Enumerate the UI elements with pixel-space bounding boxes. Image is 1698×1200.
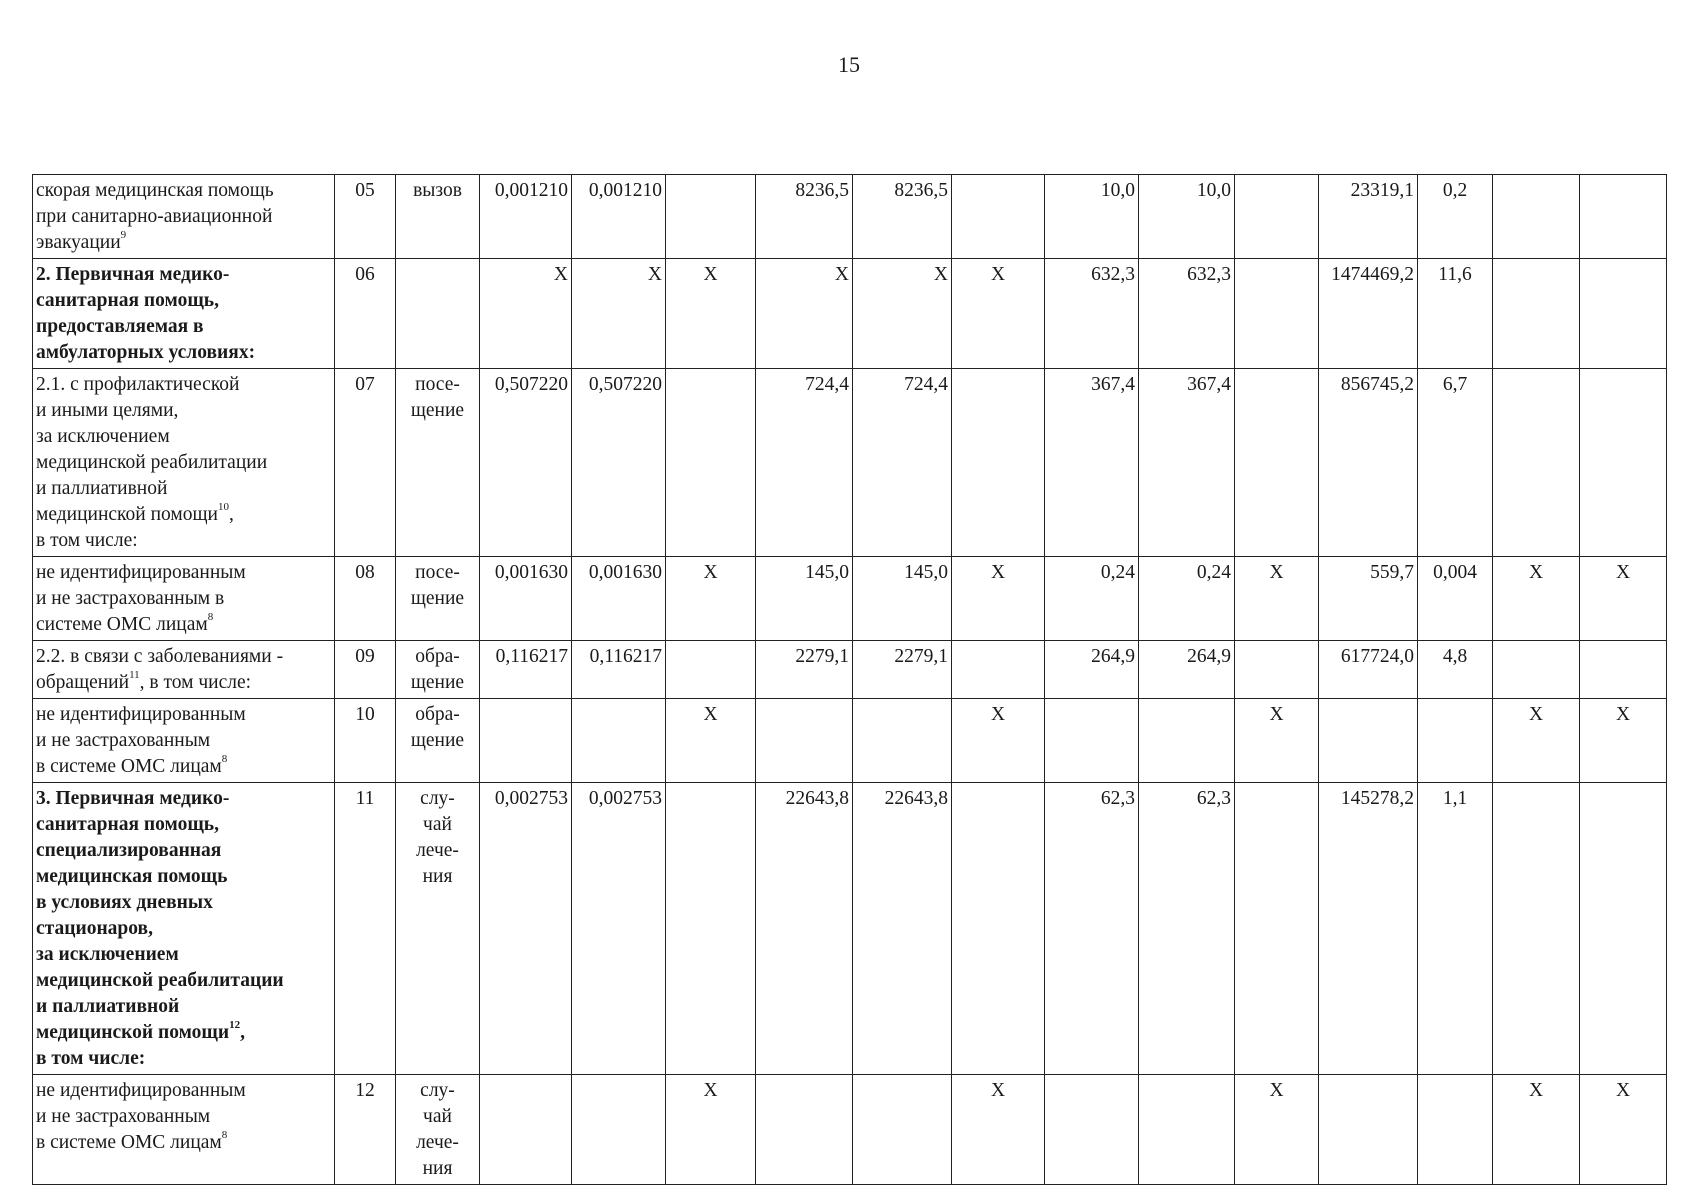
table-row xyxy=(33,1075,1667,1185)
value-cell: 11,6 xyxy=(1418,259,1493,369)
row-unit-line: ния xyxy=(422,866,453,887)
row-name-cell xyxy=(33,369,335,557)
row-unit-line: щение xyxy=(410,400,465,421)
row-name-line xyxy=(36,230,331,256)
row-name-text: в системе ОМС лицам xyxy=(36,1132,222,1153)
row-name-text: в системе ОМС лицам xyxy=(36,756,222,777)
value-cell xyxy=(1580,259,1667,369)
value-cell: 22643,8 xyxy=(756,783,853,1075)
value-cell: 856745,2 xyxy=(1319,369,1418,557)
row-name-line: и паллиативной xyxy=(36,478,168,499)
row-code-cell: 10 xyxy=(335,699,396,783)
row-name-line: и не застрахованным в xyxy=(36,588,225,609)
row-unit-line: щение xyxy=(410,672,465,693)
value-cell: X xyxy=(480,259,572,369)
row-name-line: за исключением xyxy=(36,426,170,447)
value-cell: 367,4 xyxy=(1139,369,1235,557)
row-name-line: стационаров, xyxy=(36,918,153,939)
value-cell: 0,116217 xyxy=(572,641,666,699)
row-unit-line: чай xyxy=(423,814,452,835)
value-cell: 367,4 xyxy=(1045,369,1139,557)
value-cell: X xyxy=(952,699,1045,783)
value-cell: X xyxy=(666,259,756,369)
row-name-line: не идентифицированным xyxy=(36,704,246,725)
row-name-line: 2. Первичная медико- xyxy=(36,264,230,285)
value-cell xyxy=(666,175,756,259)
value-cell xyxy=(1493,783,1580,1075)
value-cell xyxy=(666,369,756,557)
value-cell xyxy=(1235,641,1319,699)
row-unit-line: щение xyxy=(410,730,465,751)
value-cell xyxy=(1235,259,1319,369)
row-name-line: не идентифицированным xyxy=(36,562,246,583)
row-name-line: при санитарно-авиационной xyxy=(36,206,273,227)
value-cell: X xyxy=(952,259,1045,369)
value-cell xyxy=(1319,1075,1418,1185)
footnote-ref: 12 xyxy=(229,1018,241,1031)
row-unit-cell xyxy=(396,557,480,641)
value-cell xyxy=(1045,1075,1139,1185)
value-cell: 264,9 xyxy=(1045,641,1139,699)
value-cell xyxy=(1045,699,1139,783)
row-unit-line: лече- xyxy=(416,840,459,861)
value-cell: 4,8 xyxy=(1418,641,1493,699)
value-cell xyxy=(1418,1075,1493,1185)
row-name-line: медицинской реабилитации xyxy=(36,452,268,473)
value-cell xyxy=(1580,641,1667,699)
value-cell xyxy=(952,783,1045,1075)
row-name-text: эвакуации xyxy=(36,232,121,253)
value-cell: 0,2 xyxy=(1418,175,1493,259)
value-cell xyxy=(952,641,1045,699)
value-cell: 2279,1 xyxy=(756,641,853,699)
value-cell xyxy=(1493,259,1580,369)
row-code-cell: 09 xyxy=(335,641,396,699)
value-cell: 8236,5 xyxy=(853,175,952,259)
value-cell xyxy=(1319,699,1418,783)
row-name-text: обращений xyxy=(36,672,130,693)
footnote-ref: 11 xyxy=(129,668,140,681)
value-cell: 724,4 xyxy=(853,369,952,557)
footnote-ref: 8 xyxy=(221,752,228,765)
value-cell: 145,0 xyxy=(853,557,952,641)
row-name-line: амбулаторных условиях: xyxy=(36,342,256,363)
row-unit-cell xyxy=(396,641,480,699)
row-name-line: в условиях дневных xyxy=(36,892,213,913)
value-cell: 8236,5 xyxy=(756,175,853,259)
value-cell xyxy=(1235,783,1319,1075)
row-name-text: системе ОМС лицам xyxy=(36,614,208,635)
row-unit-line: ния xyxy=(422,1158,453,1179)
row-name-cell xyxy=(33,699,335,783)
value-cell: 0,004 xyxy=(1418,557,1493,641)
value-cell: 1,1 xyxy=(1418,783,1493,1075)
row-name-line: санитарная помощь, xyxy=(36,290,219,311)
value-cell xyxy=(1139,1075,1235,1185)
value-cell: X xyxy=(1235,699,1319,783)
value-cell: 559,7 xyxy=(1319,557,1418,641)
table-row xyxy=(33,369,1667,557)
value-cell: 6,7 xyxy=(1418,369,1493,557)
row-name-line: и иными целями, xyxy=(36,400,179,421)
row-name-line: 3. Первичная медико- xyxy=(36,788,230,809)
row-unit-line: щение xyxy=(410,588,465,609)
row-name-line xyxy=(36,612,331,638)
row-unit-line: посе- xyxy=(415,374,460,395)
row-unit-cell xyxy=(396,1075,480,1185)
value-cell: 0,001630 xyxy=(572,557,666,641)
row-unit-cell xyxy=(396,783,480,1075)
row-unit-line: слу- xyxy=(420,788,455,809)
row-name-cell xyxy=(33,783,335,1075)
row-name-cell xyxy=(33,557,335,641)
value-cell: X xyxy=(1235,557,1319,641)
row-name-text: медицинской помощи xyxy=(36,1022,230,1043)
value-cell: X xyxy=(1493,1075,1580,1185)
value-cell: 724,4 xyxy=(756,369,853,557)
row-unit-cell xyxy=(396,369,480,557)
row-name-suffix: , xyxy=(240,1022,245,1043)
value-cell: X xyxy=(1493,557,1580,641)
value-cell: X xyxy=(1493,699,1580,783)
table-row xyxy=(33,783,1667,1075)
row-name-suffix: , xyxy=(228,504,234,525)
value-cell xyxy=(480,699,572,783)
value-cell xyxy=(666,783,756,1075)
value-cell: X xyxy=(572,259,666,369)
value-cell xyxy=(1580,369,1667,557)
value-cell: 2279,1 xyxy=(853,641,952,699)
value-cell: X xyxy=(666,699,756,783)
footnote-ref: 9 xyxy=(120,228,127,241)
value-cell: 632,3 xyxy=(1139,259,1235,369)
value-cell: X xyxy=(1235,1075,1319,1185)
row-name-line: и не застрахованным xyxy=(36,730,211,751)
table-row xyxy=(33,641,1667,699)
value-cell xyxy=(1493,641,1580,699)
row-unit-line: чай xyxy=(423,1106,452,1127)
value-cell: 0,002753 xyxy=(480,783,572,1075)
value-cell: 10,0 xyxy=(1139,175,1235,259)
row-code-cell: 11 xyxy=(335,783,396,1075)
value-cell: 145278,2 xyxy=(1319,783,1418,1075)
value-cell: 0,001210 xyxy=(480,175,572,259)
value-cell: X xyxy=(853,259,952,369)
row-code-cell: 06 xyxy=(335,259,396,369)
value-cell: 0,116217 xyxy=(480,641,572,699)
value-cell: 0,001210 xyxy=(572,175,666,259)
row-unit-line: обра- xyxy=(415,704,460,725)
value-cell: X xyxy=(952,557,1045,641)
value-cell: 23319,1 xyxy=(1319,175,1418,259)
value-cell xyxy=(1139,699,1235,783)
row-name-line: медицинская помощь xyxy=(36,866,228,887)
value-cell: 617724,0 xyxy=(1319,641,1418,699)
row-code-cell: 12 xyxy=(335,1075,396,1185)
value-cell xyxy=(1580,175,1667,259)
value-cell: 0,507220 xyxy=(480,369,572,557)
value-cell: 0,002753 xyxy=(572,783,666,1075)
row-code-cell: 07 xyxy=(335,369,396,557)
row-name-line: и не застрахованным xyxy=(36,1106,211,1127)
row-name-cell xyxy=(33,1075,335,1185)
row-name-line: и паллиативной xyxy=(36,996,180,1017)
row-name-line xyxy=(36,754,331,780)
row-unit-cell xyxy=(396,699,480,783)
row-name-line: предоставляемая в xyxy=(36,316,204,337)
value-cell: 62,3 xyxy=(1045,783,1139,1075)
row-name-line: санитарная помощь, xyxy=(36,814,219,835)
value-cell: 10,0 xyxy=(1045,175,1139,259)
value-cell xyxy=(1418,699,1493,783)
value-cell: 62,3 xyxy=(1139,783,1235,1075)
row-unit-line: вызов xyxy=(413,180,462,201)
value-cell xyxy=(756,1075,853,1185)
value-cell: X xyxy=(756,259,853,369)
value-cell: X xyxy=(666,1075,756,1185)
value-cell xyxy=(1580,783,1667,1075)
table-row xyxy=(33,557,1667,641)
row-name-line: в том числе: xyxy=(36,530,138,551)
row-name-suffix: , в том числе: xyxy=(139,672,252,693)
table-row xyxy=(33,259,1667,369)
value-cell xyxy=(1235,175,1319,259)
value-cell: X xyxy=(1580,1075,1667,1185)
footnote-ref: 8 xyxy=(221,1128,228,1141)
row-code-cell: 05 xyxy=(335,175,396,259)
row-unit-line: слу- xyxy=(420,1080,455,1101)
row-name-line xyxy=(36,1020,331,1046)
value-cell: X xyxy=(1580,557,1667,641)
page-number: 15 xyxy=(838,52,860,77)
value-cell xyxy=(1493,369,1580,557)
value-cell: 0,24 xyxy=(1139,557,1235,641)
row-name-line: 2.1. с профилактической xyxy=(36,374,240,395)
row-unit-cell xyxy=(396,259,480,369)
footnote-ref: 10 xyxy=(217,500,229,513)
row-unit-line: лече- xyxy=(416,1132,459,1153)
row-name-cell xyxy=(33,259,335,369)
row-unit-line: посе- xyxy=(415,562,460,583)
value-cell xyxy=(1235,369,1319,557)
row-unit-line: обра- xyxy=(415,646,460,667)
table-row xyxy=(33,175,1667,259)
row-name-line xyxy=(36,1130,331,1156)
row-name-line xyxy=(36,670,331,696)
row-name-line: специализированная xyxy=(36,840,222,861)
row-name-line: за исключением xyxy=(36,944,179,965)
value-cell: 0,507220 xyxy=(572,369,666,557)
value-cell: 264,9 xyxy=(1139,641,1235,699)
row-name-line xyxy=(36,502,331,528)
value-cell: 1474469,2 xyxy=(1319,259,1418,369)
row-name-cell xyxy=(33,175,335,259)
row-name-line: 2.2. в связи с заболеваниями - xyxy=(36,646,284,667)
row-name-line: скорая медицинская помощь xyxy=(36,180,274,201)
value-cell: 145,0 xyxy=(756,557,853,641)
row-name-line: медицинской реабилитации xyxy=(36,970,284,991)
row-code-cell: 08 xyxy=(335,557,396,641)
value-cell: 0,001630 xyxy=(480,557,572,641)
footnote-ref: 8 xyxy=(207,610,214,623)
value-cell xyxy=(853,699,952,783)
row-name-line: в том числе: xyxy=(36,1048,146,1069)
value-cell xyxy=(1493,175,1580,259)
value-cell xyxy=(572,699,666,783)
value-cell xyxy=(952,175,1045,259)
program-table xyxy=(32,174,1667,1185)
row-name-cell xyxy=(33,641,335,699)
value-cell: X xyxy=(666,557,756,641)
row-unit-cell xyxy=(396,175,480,259)
value-cell xyxy=(666,641,756,699)
table-row xyxy=(33,699,1667,783)
value-cell xyxy=(756,699,853,783)
value-cell xyxy=(853,1075,952,1185)
value-cell: 632,3 xyxy=(1045,259,1139,369)
value-cell: 22643,8 xyxy=(853,783,952,1075)
value-cell xyxy=(952,369,1045,557)
row-name-text: медицинской помощи xyxy=(36,504,218,525)
value-cell: 0,24 xyxy=(1045,557,1139,641)
value-cell: X xyxy=(952,1075,1045,1185)
value-cell: X xyxy=(1580,699,1667,783)
row-name-line: не идентифицированным xyxy=(36,1080,246,1101)
value-cell xyxy=(572,1075,666,1185)
value-cell xyxy=(480,1075,572,1185)
